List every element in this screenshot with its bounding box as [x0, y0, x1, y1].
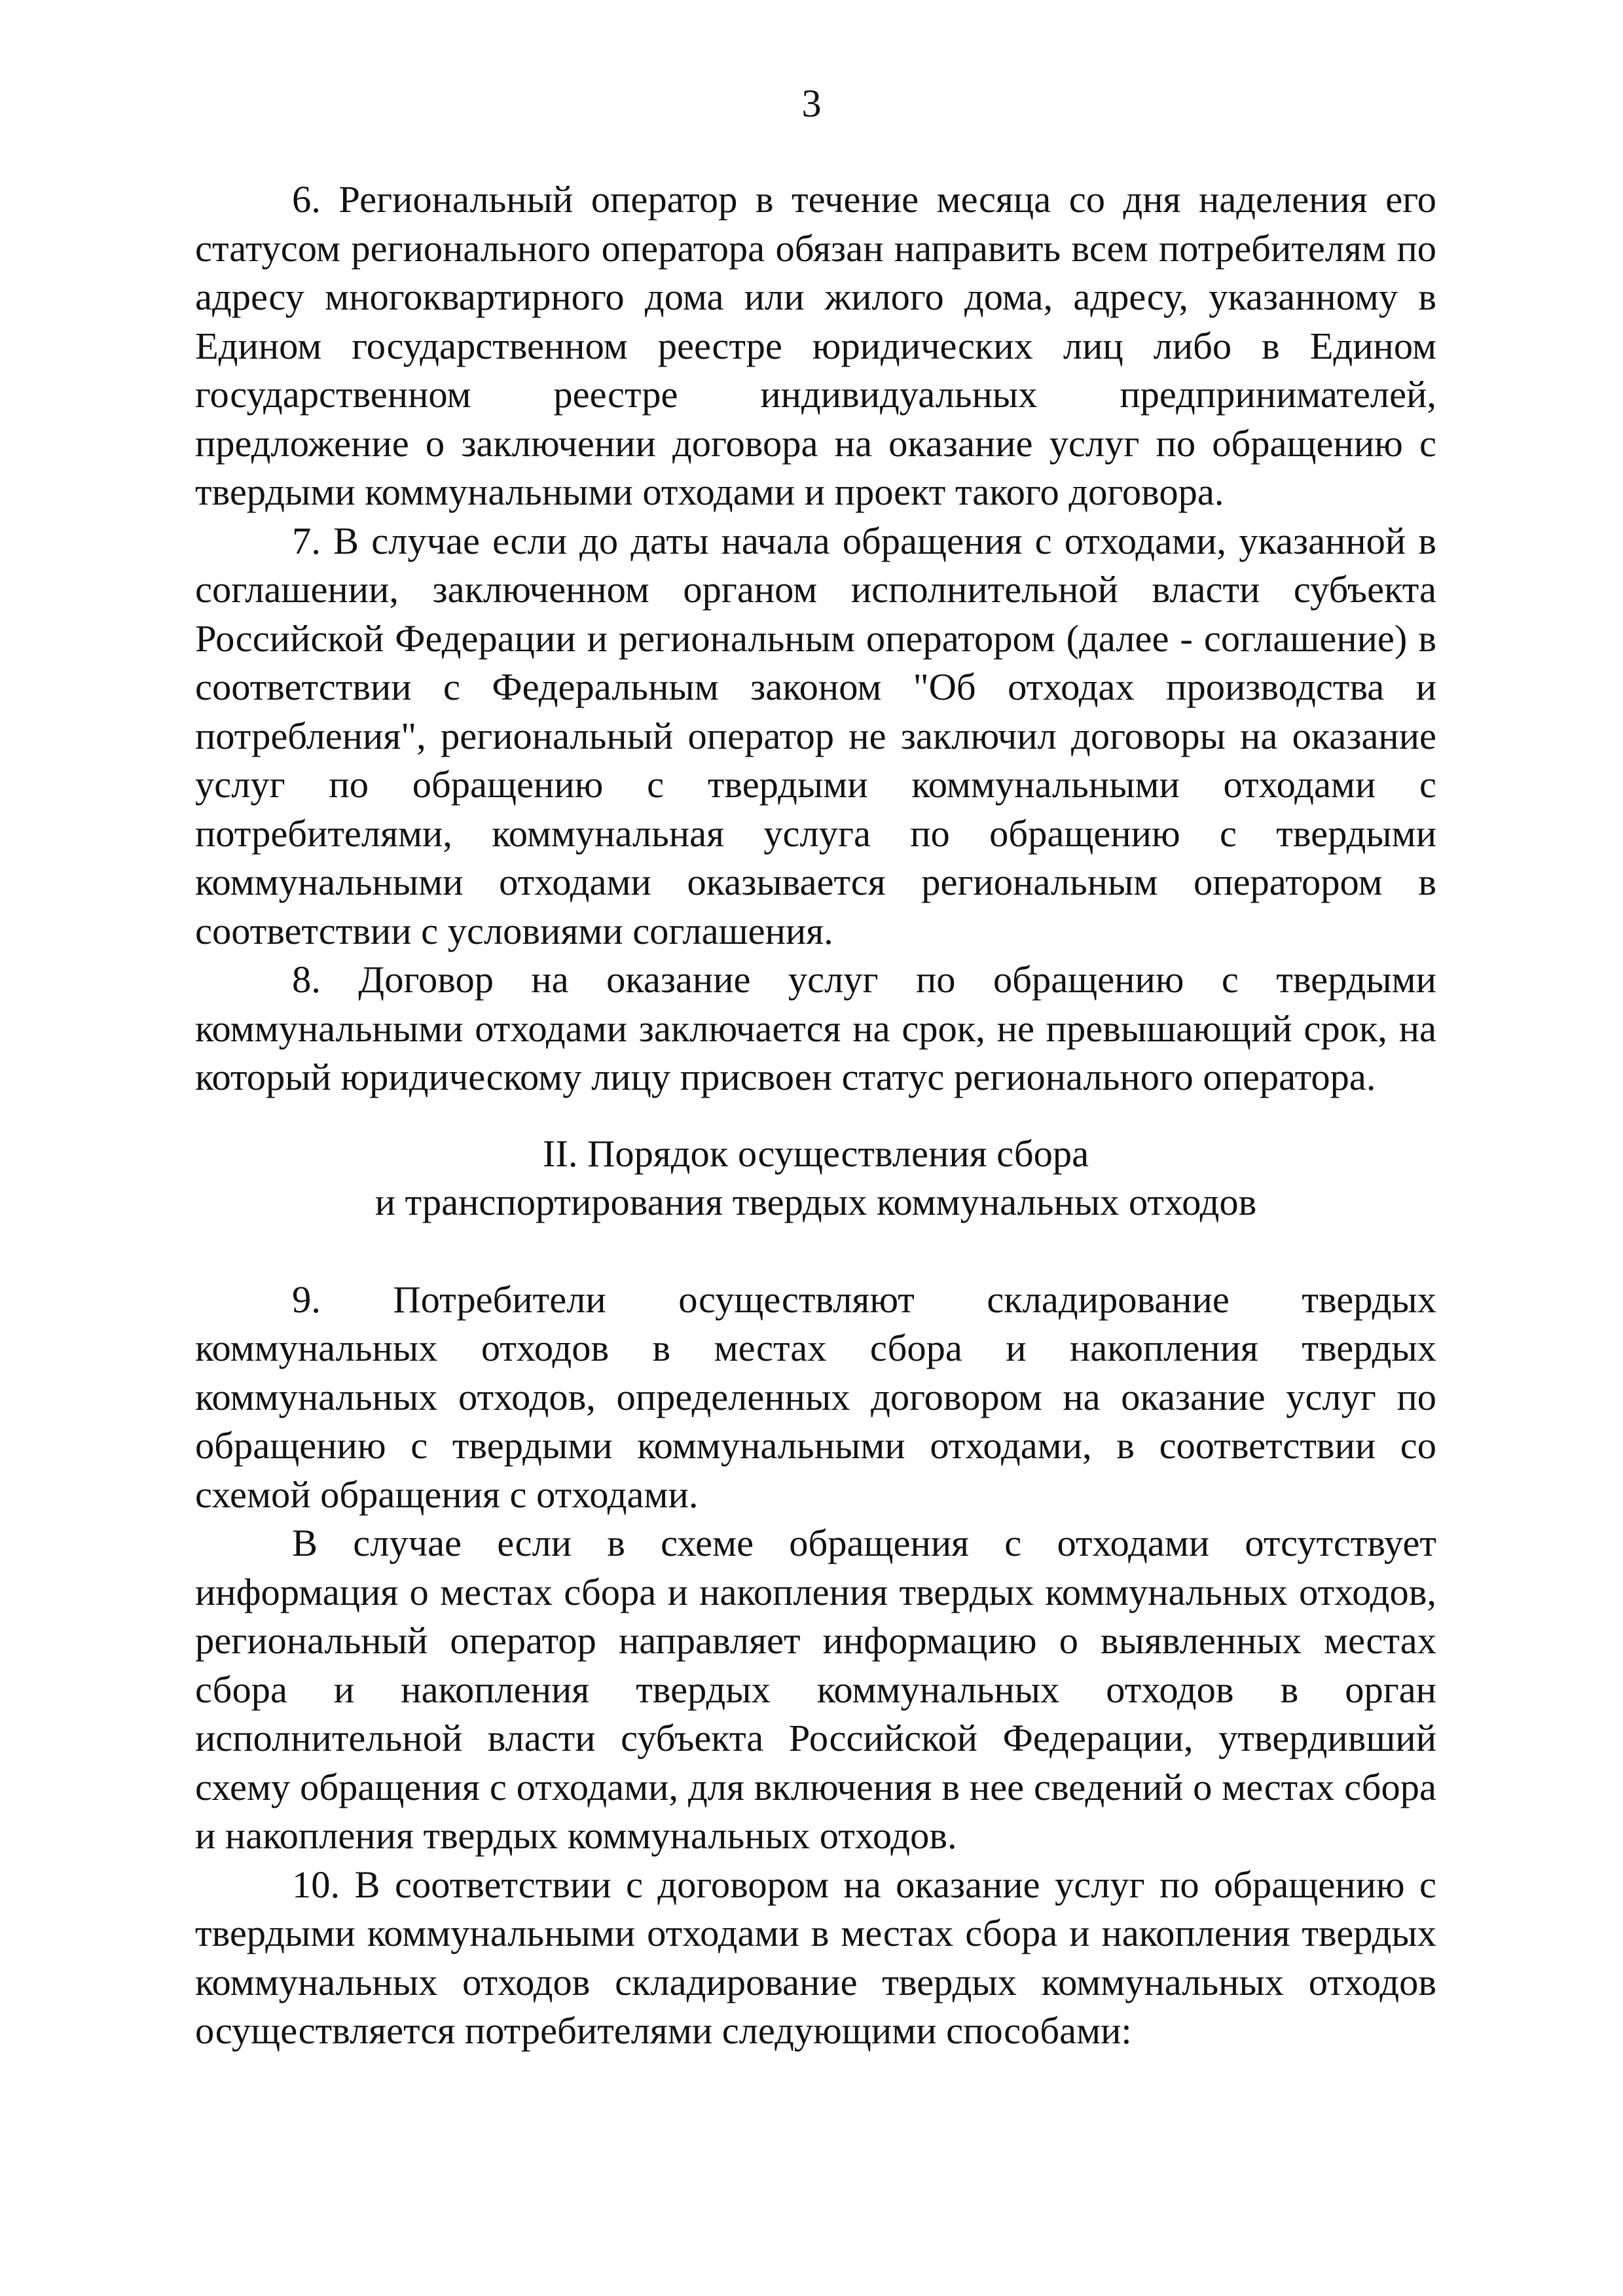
document-body — [195, 175, 1436, 2056]
paragraph-6: 6. Региональный оператор в течение месяца со дня наделения его статусом регионального оператора обязан направить всем потребителям по адресу многоквартирного дома или жилого дома, адресу, указанному в Едином государственном реестре юридических лиц либо в Едином государственном реестре индивидуальных предпринимателей, предложение о заключении договора на оказание услуг по обращению с твердыми коммунальными отходами и проект такого договора. — [195, 178, 1436, 513]
paragraph-7: 7. В случае если до даты начала обращения с отходами, указанной в соглашении, заключенном органом исполнительной власти субъекта Российской Федерации и региональным оператором (далее - соглашение) в соответствии с Федеральным законом "Об отходах производства и потребления", региональный оператор не заключил договоры на оказание услуг по обращению с твердыми коммунальными отходами с потребителями, коммунальная услуга по обращению с твердыми коммунальными отходами оказывается региональным оператором в соответствии с условиями соглашения. — [195, 519, 1436, 952]
paragraph-10: 10. В соответствии с договором на оказание услуг по обращению с твердыми коммунальными отходами в местах сбора и накопления твердых коммунальных отходов складирование твердых коммунальных отходов осуществляется потребителями следующими способами: — [195, 1863, 1436, 2052]
paragraph-9: 9. Потребители осуществляют складирование твердых коммунальных отходов в местах сбора и накопления твердых коммунальных отходов, определенных договором на оказание услуг по обращению с твердыми коммунальными отходами, в соответствии со схемой обращения с отходами. — [195, 1278, 1436, 1516]
paragraph-8: 8. Договор на оказание услуг по обращению с твердыми коммунальными отходами заключается на срок, не превышающий срок, на который юридическому лицу присвоен статус регионального оператора. — [195, 958, 1436, 1098]
section-heading-line-1: II. Порядок осуществления сбора — [542, 1132, 1089, 1175]
paragraph-9-continuation: В случае если в схеме обращения с отходами отсутствует информация о местах сбора и накопления твердых коммунальных отходов, региональный оператор направляет информацию о выявленных местах сбора и накопления твердых коммунальных отходов в орган исполнительной власти субъекта Российской Федерации, утвердивший схему обращения с отходами, для включения в нее сведений о местах сбора и накопления твердых коммунальных отходов. — [195, 1522, 1436, 1857]
section-heading-line-2: и транспортирования твердых коммунальных отходов — [374, 1181, 1257, 1223]
page-number: 3 — [801, 82, 822, 125]
section-heading — [195, 1102, 1436, 1276]
